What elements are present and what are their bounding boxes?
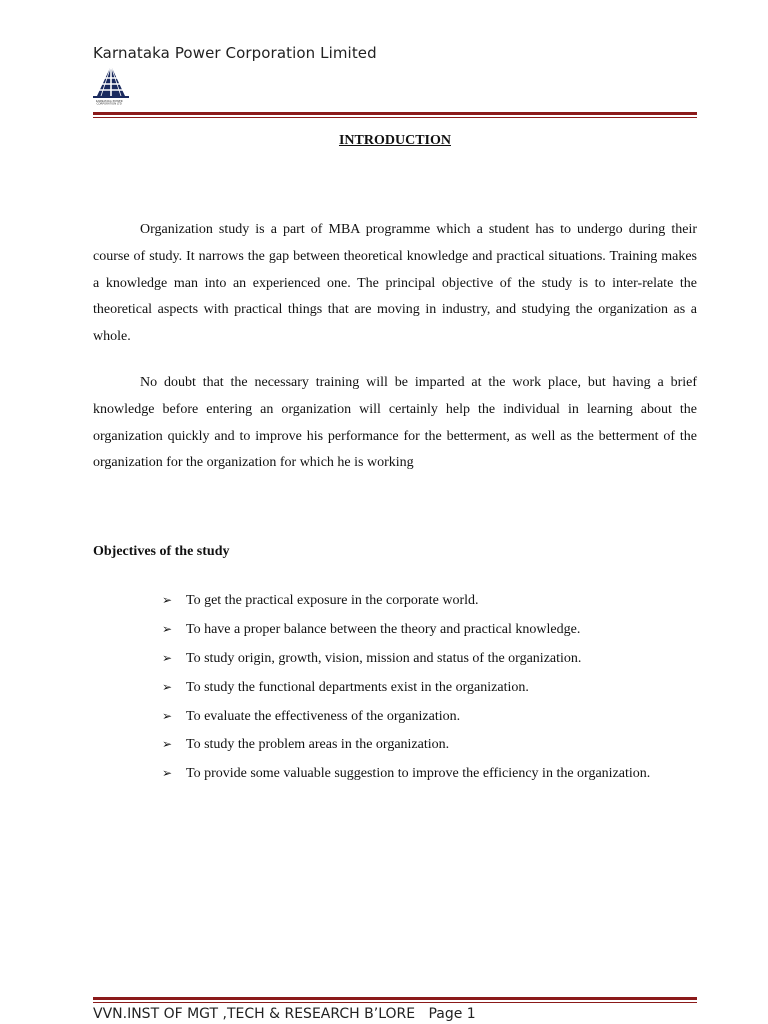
intro-paragraph-1: Organization study is a part of MBA programme which a student has to undergo during their course of study. It narrows the gap between theoretical knowledge and practical situations. Training makes a knowledge man into an experienced one. The principal objective of the study is to inter-relate the theoretical aspects with practical things that are moving in industry, and studying the organization as a whole. xyxy=(93,222,697,345)
arrow-bullet-icon: ➢ xyxy=(162,593,173,607)
page-title: INTRODUCTION xyxy=(338,133,451,148)
arrow-bullet-icon: ➢ xyxy=(162,737,173,752)
intro-paragraph-2: No doubt that the necessary training will be imparted at the work place, but having a brief knowledge before entering an organization will certainly help the individual in learning about the organization quickly and to improve his performance for the betterment, as well as the betterment of the organization for the organization for which he is working xyxy=(93,375,697,471)
logo-caption: KARNATAKA POWER CORPORATION LTD xyxy=(95,99,123,106)
objective-text: To provide some valuable suggestion to improve the efficiency in the organization. xyxy=(186,766,651,782)
arrow-bullet-icon: ➢ xyxy=(162,708,173,723)
list-item xyxy=(162,674,697,702)
list-item xyxy=(162,645,697,673)
objective-text: To study the problem areas in the organization. xyxy=(186,737,450,753)
header-company-name: Karnataka Power Corporation Limited xyxy=(93,44,377,62)
objective-text: To study origin, growth, vision, mission and status of the organization. xyxy=(186,650,582,666)
footer-page-number: Page 1 xyxy=(428,1006,476,1022)
footer-institute: VVN.INST OF MGT ,TECH & RESEARCH B’LORE xyxy=(93,1006,416,1022)
objective-text: To have a proper balance between the theory and practical knowledge. xyxy=(186,621,581,637)
list-item xyxy=(162,760,697,788)
arrow-bullet-icon: ➢ xyxy=(162,650,173,665)
footer-rule-thin xyxy=(93,1002,697,1003)
objectives-list xyxy=(162,587,697,789)
objectives-heading: Objectives of the study xyxy=(93,544,230,559)
list-item xyxy=(162,703,697,731)
arrow-bullet-icon: ➢ xyxy=(162,621,173,636)
footer xyxy=(93,1006,476,1022)
header-rule-thin xyxy=(93,117,697,118)
objective-text: To get the practical exposure in the corporate world. xyxy=(186,593,479,608)
list-item xyxy=(162,616,697,644)
list-item xyxy=(162,587,697,615)
objective-text: To study the functional departments exist in the organization. xyxy=(186,679,529,695)
header-rule-thick xyxy=(93,112,697,115)
footer-rule-thick xyxy=(93,997,697,1000)
list-item xyxy=(162,731,697,759)
arrow-bullet-icon: ➢ xyxy=(162,766,173,781)
arrow-bullet-icon: ➢ xyxy=(162,679,173,694)
objective-text: To evaluate the effectiveness of the organization. xyxy=(186,708,461,724)
